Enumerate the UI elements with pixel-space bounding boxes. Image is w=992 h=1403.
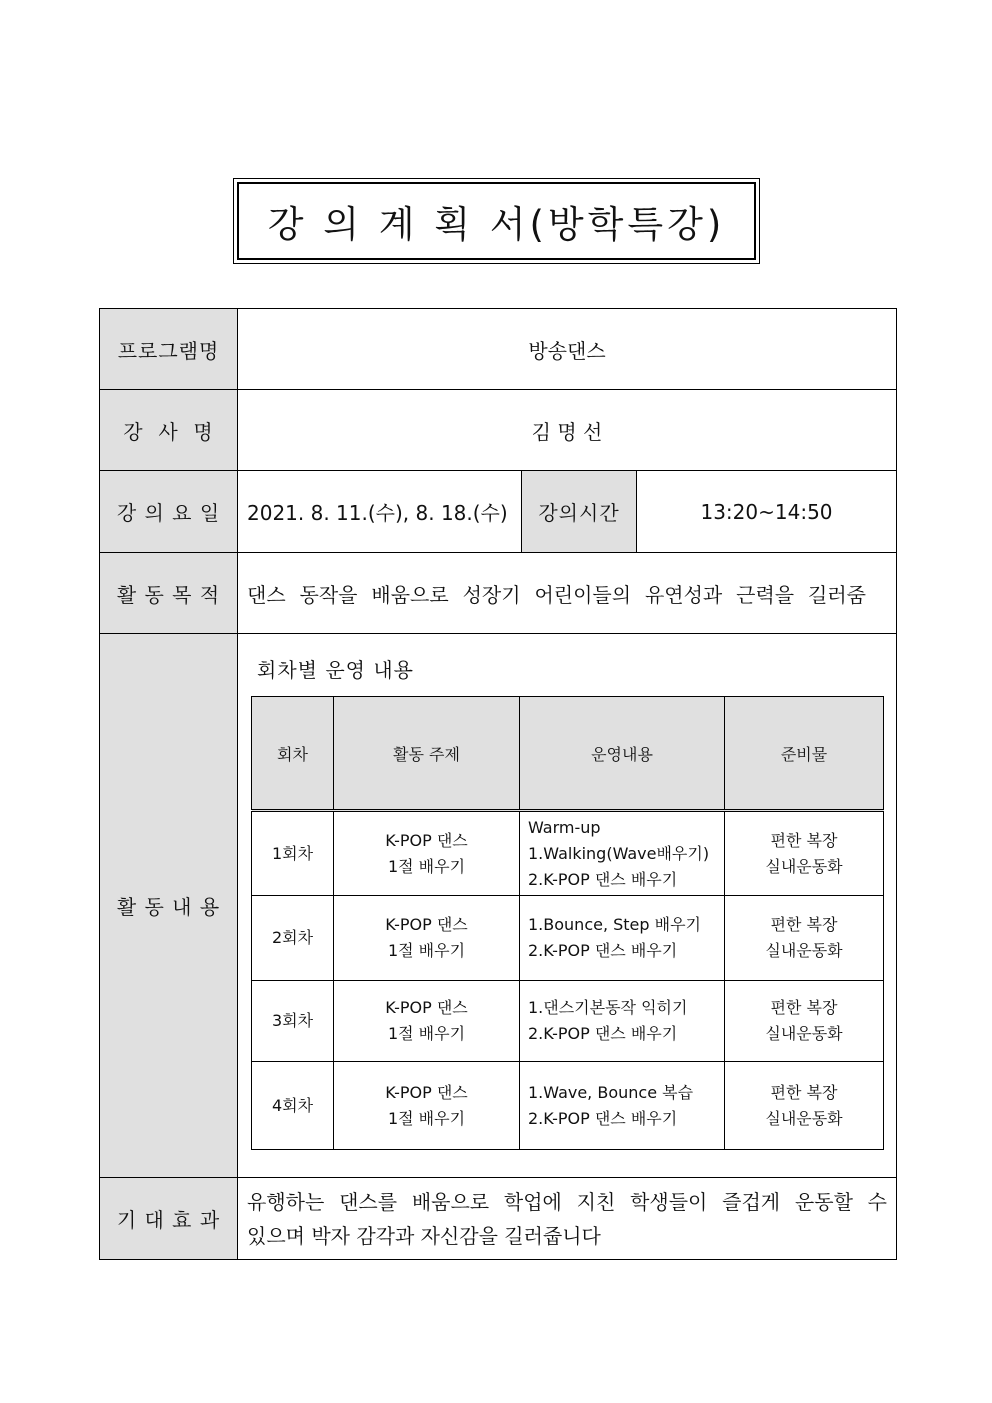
topic-cell xyxy=(334,896,520,981)
content-line: 2.K-POP 댄스 배우기 xyxy=(528,869,678,889)
materials-line: 편한 복장 xyxy=(770,1082,838,1102)
dates-label: 강 의 요 일 xyxy=(100,471,238,553)
content-row xyxy=(100,634,897,1178)
effect-value xyxy=(238,1178,897,1260)
materials-cell xyxy=(725,896,884,981)
content-line: 2.K-POP 댄스 배우기 xyxy=(528,1024,678,1043)
topic-line: K-POP 댄스 xyxy=(385,830,468,850)
content-detail-cell xyxy=(520,811,725,896)
document-title-frame xyxy=(233,178,760,264)
materials-line: 실내운동화 xyxy=(765,856,843,876)
schedule-row xyxy=(252,1062,884,1150)
materials-line: 실내운동화 xyxy=(765,1024,843,1043)
dates-row xyxy=(100,471,897,553)
materials-cell xyxy=(725,811,884,896)
topic-cell xyxy=(334,811,520,896)
topic-line: 1절 배우기 xyxy=(387,941,466,960)
content-line: 1.Walking(Wave배우기) xyxy=(528,843,710,863)
content-line: 1.Wave, Bounce 복습 xyxy=(528,1082,694,1102)
content-line: 1.Bounce, Step 배우기 xyxy=(528,915,702,934)
topic-cell xyxy=(334,981,520,1062)
content-line: 2.K-POP 댄스 배우기 xyxy=(528,1108,678,1128)
session-cell: 3회차 xyxy=(252,981,334,1062)
schedule-header-materials: 준비물 xyxy=(725,697,884,811)
effect-row xyxy=(100,1178,897,1260)
time-value: 13:20~14:50 xyxy=(637,471,897,553)
topic-line: K-POP 댄스 xyxy=(385,1082,468,1102)
materials-line: 편한 복장 xyxy=(770,998,838,1017)
dates-value: 2021. 8. 11.(수), 8. 18.(수) xyxy=(238,471,522,553)
topic-line: K-POP 댄스 xyxy=(385,915,468,934)
schedule-row xyxy=(252,981,884,1062)
purpose-value xyxy=(238,553,897,634)
content-line: 1.댄스기본동작 익히기 xyxy=(528,998,688,1017)
purpose-row xyxy=(100,553,897,634)
materials-line: 실내운동화 xyxy=(765,941,843,960)
materials-line: 편한 복장 xyxy=(770,830,838,850)
effect-text-line-2: 있으며 박자 감각과 자신감을 길러줍니다 xyxy=(247,1223,601,1248)
schedule-table xyxy=(251,696,884,1150)
topic-line: 1절 배우기 xyxy=(387,1108,466,1128)
content-line: 2.K-POP 댄스 배우기 xyxy=(528,941,678,960)
content-detail-cell xyxy=(520,1062,725,1150)
content-detail-cell xyxy=(520,981,725,1062)
effect-label: 기 대 효 과 xyxy=(100,1178,238,1260)
program-value: 방송댄스 xyxy=(238,309,897,390)
schedule-header-row xyxy=(252,697,884,811)
instructor-label: 강 사 명 xyxy=(100,390,238,471)
effect-text-line-1: 유행하는 댄스를 배움으로 학업에 지친 학생들이 즐겁게 운동할 수 xyxy=(247,1189,887,1214)
materials-line: 실내운동화 xyxy=(765,1108,843,1128)
content-detail-cell xyxy=(520,896,725,981)
purpose-label: 활 동 목 적 xyxy=(100,553,238,634)
instructor-row xyxy=(100,390,897,471)
document-title: 강 의 계 획 서(방학특강) xyxy=(267,203,726,246)
session-cell: 4회차 xyxy=(252,1062,334,1150)
schedule-caption: 회차별 운영 내용 xyxy=(257,658,414,682)
program-row xyxy=(100,309,897,390)
topic-line: 1절 배우기 xyxy=(387,856,466,876)
schedule-row xyxy=(252,896,884,981)
content-label: 활 동 내 용 xyxy=(100,634,238,1178)
materials-cell xyxy=(725,1062,884,1150)
materials-line: 편한 복장 xyxy=(770,915,838,934)
program-label: 프로그램명 xyxy=(100,309,238,390)
instructor-value: 김 명 선 xyxy=(238,390,897,471)
topic-line: 1절 배우기 xyxy=(387,1024,466,1043)
content-cell xyxy=(238,634,897,1178)
schedule-row xyxy=(252,811,884,896)
document-title-inner-frame xyxy=(237,182,756,260)
session-cell: 2회차 xyxy=(252,896,334,981)
lecture-plan-table xyxy=(99,308,897,1260)
time-label: 강의시간 xyxy=(522,471,637,553)
content-line: Warm-up xyxy=(528,817,601,837)
schedule-header-topic: 활동 주제 xyxy=(334,697,520,811)
topic-cell xyxy=(334,1062,520,1150)
materials-cell xyxy=(725,981,884,1062)
schedule-header-session: 회차 xyxy=(252,697,334,811)
topic-line: K-POP 댄스 xyxy=(385,998,468,1017)
purpose-text: 댄스 동작을 배움으로 성장기 어린이들의 유연성과 근력을 길러줌 xyxy=(247,582,866,607)
session-cell: 1회차 xyxy=(252,811,334,896)
schedule-header-content: 운영내용 xyxy=(520,697,725,811)
